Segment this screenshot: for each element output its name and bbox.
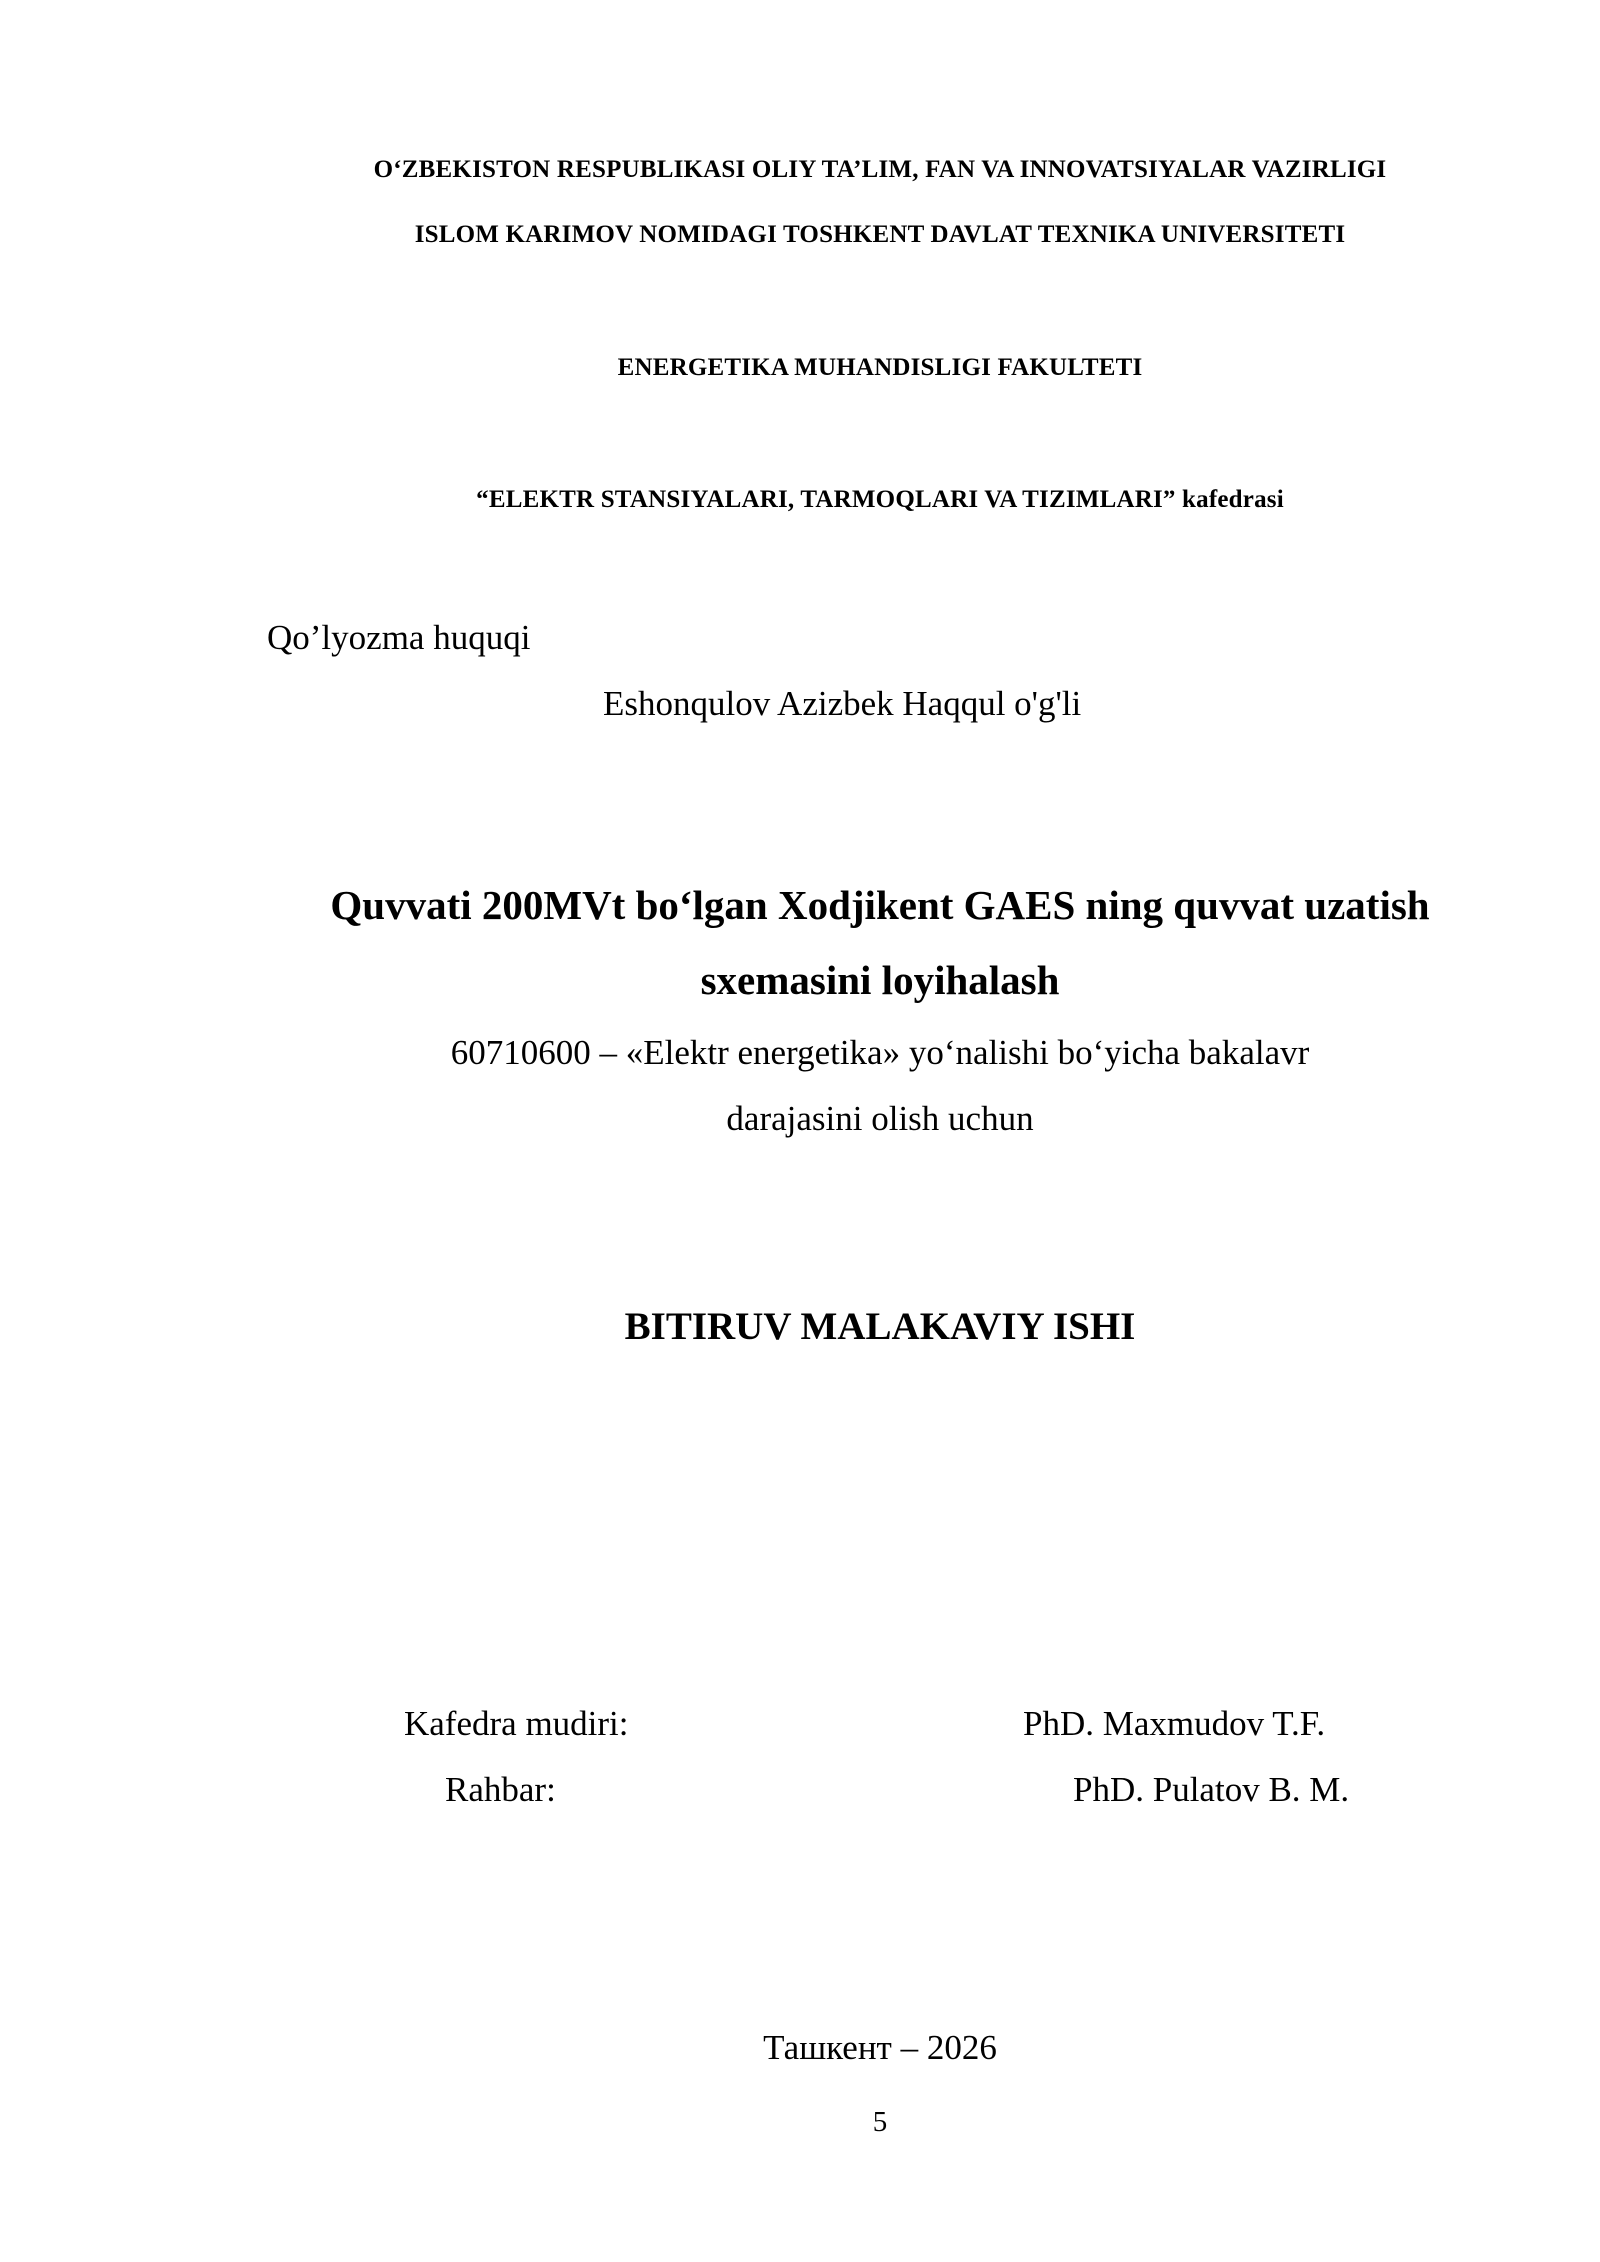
head-of-department-label: Kafedra mudiri: [404,1704,629,1743]
degree-line1: 60710600 – «Elektr energetika» yo‘nalishi bo‘yicha bakalavr [450,1033,1310,1072]
author-name: Eshonqulov Azizbek Haqqul o'g'li [603,684,1082,723]
rights-note: Qo’lyozma huquqi [267,618,531,657]
thesis-title-line1: Quvvati 200MVt bo‘lgan Xodjikent GAES ning quvvat uzatish [330,882,1430,928]
university-heading: ISLOM KARIMOV NOMIDAGI TOSHKENT DAVLAT TEXNIKA UNIVERSITETI [414,221,1346,248]
supervisor-label: Rahbar: [445,1770,556,1809]
head-of-department-name: PhD. Maxmudov T.F. [1023,1704,1326,1743]
work-type-heading: BITIRUV MALAKAVIY ISHI [624,1305,1136,1348]
city-year: Ташкент – 2026 [763,2028,997,2067]
department-heading: “ELEKTR STANSIYALARI, TARMOQLARI VA TIZIMLARI” kafedrasi [476,486,1284,513]
supervisor-name: PhD. Pulatov B. M. [1073,1770,1350,1809]
page-number: 5 [872,2106,888,2138]
thesis-title-line2: sxemasini loyihalash [700,957,1060,1003]
degree-line2: darajasini olish uchun [726,1099,1034,1138]
faculty-heading: ENERGETIKA MUHANDISLIGI FAKULTETI [617,354,1143,381]
ministry-heading: O‘ZBEKISTON RESPUBLIKASI OLIY TA’LIM, FAN VA INNOVATSIYALAR VAZIRLIGI [373,156,1387,183]
